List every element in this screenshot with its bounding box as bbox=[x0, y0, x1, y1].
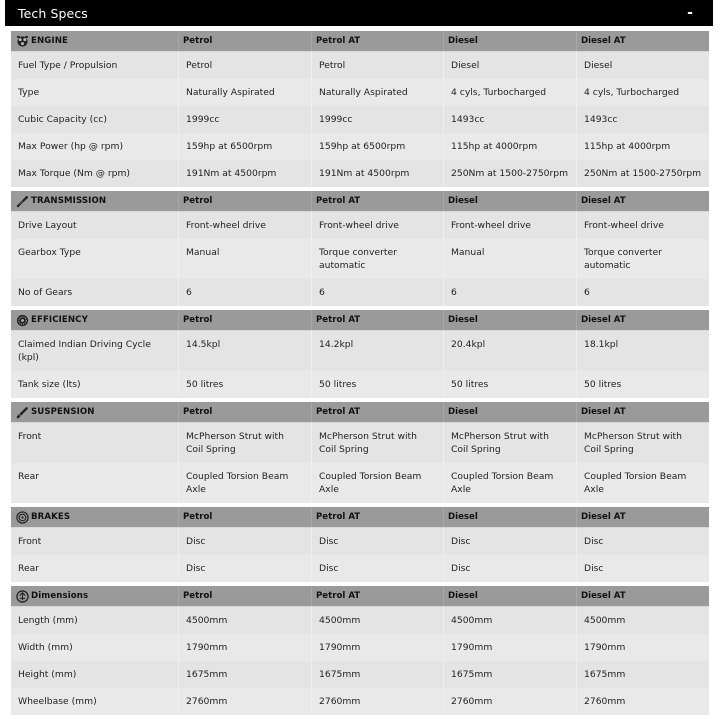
section-header bbox=[11, 586, 709, 607]
section-title-cell bbox=[11, 586, 178, 606]
spec-value: 4500mm bbox=[178, 607, 311, 634]
spec-value: 1493cc bbox=[576, 106, 709, 133]
spec-value: 20.4kpl bbox=[443, 331, 576, 371]
spec-row bbox=[11, 133, 709, 160]
spec-value: 2760mm bbox=[443, 688, 576, 715]
spec-row bbox=[11, 634, 709, 661]
spec-section-efficiency bbox=[11, 310, 709, 398]
section-header bbox=[11, 191, 709, 212]
column-header: Petrol AT bbox=[311, 507, 443, 527]
spec-value: Disc bbox=[576, 528, 709, 555]
spec-label: Max Torque (Nm @ rpm) bbox=[18, 168, 131, 179]
section-rows bbox=[11, 423, 709, 503]
spec-value: Disc bbox=[576, 555, 709, 582]
column-header: Petrol bbox=[178, 402, 311, 422]
column-header: Diesel AT bbox=[576, 31, 709, 51]
column-header: Diesel AT bbox=[576, 507, 709, 527]
spec-value: Diesel bbox=[443, 52, 576, 79]
section-title-cell bbox=[11, 310, 178, 330]
spec-value: Disc bbox=[311, 528, 443, 555]
spec-value: Petrol bbox=[178, 52, 311, 79]
section-title: TRANSMISSION bbox=[31, 196, 107, 206]
section-title: ENGINE bbox=[31, 36, 68, 46]
spec-value: 191Nm at 4500rpm bbox=[311, 160, 443, 187]
spec-value: Torque converter automatic bbox=[576, 239, 709, 279]
section-header bbox=[11, 31, 709, 52]
section-title: EFFICIENCY bbox=[31, 315, 88, 325]
column-header: Petrol bbox=[178, 191, 311, 211]
section-title: SUSPENSION bbox=[31, 407, 95, 417]
spec-value: 159hp at 6500rpm bbox=[178, 133, 311, 160]
spec-value: Disc bbox=[443, 528, 576, 555]
spec-value: Diesel bbox=[576, 52, 709, 79]
spec-label: Cubic Capacity (cc) bbox=[18, 114, 107, 125]
spec-value: McPherson Strut with Coil Spring bbox=[443, 423, 576, 463]
section-rows bbox=[11, 528, 709, 582]
section-rows bbox=[11, 607, 709, 715]
spec-row bbox=[11, 106, 709, 133]
spec-value: 6 bbox=[443, 279, 576, 306]
spec-value: 159hp at 6500rpm bbox=[311, 133, 443, 160]
column-header: Petrol AT bbox=[311, 191, 443, 211]
spec-value: Petrol bbox=[311, 52, 443, 79]
spec-value: McPherson Strut with Coil Spring bbox=[311, 423, 443, 463]
spec-row bbox=[11, 371, 709, 398]
spec-value: 1999cc bbox=[311, 106, 443, 133]
dimensions-icon bbox=[15, 589, 29, 603]
spec-row bbox=[11, 423, 709, 463]
spec-value: Coupled Torsion Beam Axle bbox=[576, 463, 709, 503]
spec-value: Naturally Aspirated bbox=[311, 79, 443, 106]
spec-value: Coupled Torsion Beam Axle bbox=[443, 463, 576, 503]
spec-row bbox=[11, 52, 709, 79]
column-header: Petrol AT bbox=[311, 31, 443, 51]
spec-row bbox=[11, 528, 709, 555]
spec-row bbox=[11, 331, 709, 371]
brake-disc-icon bbox=[15, 510, 29, 524]
spec-value: 6 bbox=[311, 279, 443, 306]
spec-value: 1675mm bbox=[576, 661, 709, 688]
spec-label: Type bbox=[18, 87, 40, 98]
spec-value: 2760mm bbox=[178, 688, 311, 715]
spec-label: Width (mm) bbox=[18, 642, 73, 653]
spec-value: Front-wheel drive bbox=[576, 212, 709, 239]
spec-value: 18.1kpl bbox=[576, 331, 709, 371]
spec-label: Wheelbase (mm) bbox=[18, 696, 97, 707]
section-header bbox=[11, 507, 709, 528]
spec-value: 115hp at 4000rpm bbox=[576, 133, 709, 160]
spec-value: 191Nm at 4500rpm bbox=[178, 160, 311, 187]
spec-section-brakes bbox=[11, 507, 709, 582]
spec-value: Front-wheel drive bbox=[311, 212, 443, 239]
column-header: Diesel AT bbox=[576, 402, 709, 422]
spec-row bbox=[11, 463, 709, 503]
column-header: Diesel AT bbox=[576, 191, 709, 211]
column-header: Petrol bbox=[178, 310, 311, 330]
spec-value: Disc bbox=[178, 555, 311, 582]
spec-row bbox=[11, 212, 709, 239]
spec-label: Fuel Type / Propulsion bbox=[18, 60, 118, 71]
spec-value: 50 litres bbox=[178, 371, 311, 398]
column-header: Diesel bbox=[443, 507, 576, 527]
section-rows bbox=[11, 212, 709, 306]
column-header: Petrol AT bbox=[311, 586, 443, 606]
tech-specs-header[interactable] bbox=[5, 0, 713, 26]
column-header: Diesel AT bbox=[576, 586, 709, 606]
spec-value: Front-wheel drive bbox=[443, 212, 576, 239]
spec-value: 1999cc bbox=[178, 106, 311, 133]
spec-value: 1675mm bbox=[178, 661, 311, 688]
spec-value: Disc bbox=[443, 555, 576, 582]
spec-value: Front-wheel drive bbox=[178, 212, 311, 239]
spec-row bbox=[11, 555, 709, 582]
spec-value: 115hp at 4000rpm bbox=[443, 133, 576, 160]
column-header: Diesel AT bbox=[576, 310, 709, 330]
section-title: BRAKES bbox=[31, 512, 71, 522]
column-header: Diesel bbox=[443, 586, 576, 606]
spec-value: 14.2kpl bbox=[311, 331, 443, 371]
spec-value: 50 litres bbox=[311, 371, 443, 398]
spec-value: 2760mm bbox=[576, 688, 709, 715]
tech-specs-table bbox=[11, 31, 709, 719]
spec-value: 1675mm bbox=[311, 661, 443, 688]
spec-label: Rear bbox=[18, 471, 40, 482]
spec-value: 1493cc bbox=[443, 106, 576, 133]
section-title-cell bbox=[11, 31, 178, 51]
tech-specs-title: Tech Specs bbox=[18, 5, 88, 21]
shock-absorber-icon bbox=[15, 405, 29, 419]
spec-label: Max Power (hp @ rpm) bbox=[18, 141, 124, 152]
spec-label: Height (mm) bbox=[18, 669, 77, 680]
spec-row bbox=[11, 661, 709, 688]
spec-value: 2760mm bbox=[311, 688, 443, 715]
column-header: Diesel bbox=[443, 310, 576, 330]
spec-value: 1790mm bbox=[311, 634, 443, 661]
spec-section-suspension bbox=[11, 402, 709, 503]
spec-value: Torque converter automatic bbox=[311, 239, 443, 279]
spec-row bbox=[11, 279, 709, 306]
spec-label: Rear bbox=[18, 563, 40, 574]
spec-value: 250Nm at 1500-2750rpm bbox=[443, 160, 576, 187]
column-header: Petrol bbox=[178, 31, 311, 51]
spec-row bbox=[11, 160, 709, 187]
collapse-toggle-button[interactable]: - bbox=[687, 5, 693, 21]
column-header: Diesel bbox=[443, 191, 576, 211]
spec-value: Coupled Torsion Beam Axle bbox=[311, 463, 443, 503]
spec-label: Gearbox Type bbox=[18, 247, 81, 258]
spec-value: Coupled Torsion Beam Axle bbox=[178, 463, 311, 503]
section-header bbox=[11, 402, 709, 423]
fuel-gauge-icon bbox=[15, 313, 29, 327]
spec-label: Claimed Indian Driving Cycle (kpl) bbox=[18, 339, 151, 363]
section-rows bbox=[11, 331, 709, 398]
spec-value: Manual bbox=[178, 239, 311, 279]
column-header: Diesel bbox=[443, 402, 576, 422]
column-header: Petrol bbox=[178, 507, 311, 527]
spec-value: 250Nm at 1500-2750rpm bbox=[576, 160, 709, 187]
spec-label: Tank size (lts) bbox=[18, 379, 81, 390]
spec-label: No of Gears bbox=[18, 287, 73, 298]
spec-row bbox=[11, 607, 709, 634]
section-rows bbox=[11, 52, 709, 187]
section-header bbox=[11, 310, 709, 331]
spec-value: 1675mm bbox=[443, 661, 576, 688]
spec-value: 1790mm bbox=[576, 634, 709, 661]
spec-label: Drive Layout bbox=[18, 220, 77, 231]
spec-section-transmission bbox=[11, 191, 709, 306]
spec-section-engine bbox=[11, 31, 709, 187]
spec-label: Length (mm) bbox=[18, 615, 78, 626]
spec-value: 4 cyls, Turbocharged bbox=[576, 79, 709, 106]
spec-label: Front bbox=[18, 536, 42, 547]
spec-value: 4500mm bbox=[311, 607, 443, 634]
spec-value: Manual bbox=[443, 239, 576, 279]
column-header: Diesel bbox=[443, 31, 576, 51]
wrench-icon bbox=[15, 194, 29, 208]
column-header: Petrol AT bbox=[311, 310, 443, 330]
spec-value: 4 cyls, Turbocharged bbox=[443, 79, 576, 106]
spec-label: Front bbox=[18, 431, 42, 442]
spec-value: 4500mm bbox=[443, 607, 576, 634]
spec-value: 1790mm bbox=[178, 634, 311, 661]
spec-value: Naturally Aspirated bbox=[178, 79, 311, 106]
spec-value: 1790mm bbox=[443, 634, 576, 661]
column-header: Petrol AT bbox=[311, 402, 443, 422]
section-title: Dimensions bbox=[31, 591, 89, 601]
spec-value: 14.5kpl bbox=[178, 331, 311, 371]
section-title-cell bbox=[11, 191, 178, 211]
spec-value: Disc bbox=[178, 528, 311, 555]
spec-value: 50 litres bbox=[443, 371, 576, 398]
section-title-cell bbox=[11, 507, 178, 527]
spec-row bbox=[11, 239, 709, 279]
spec-value: McPherson Strut with Coil Spring bbox=[576, 423, 709, 463]
section-title-cell bbox=[11, 402, 178, 422]
spec-value: 50 litres bbox=[576, 371, 709, 398]
engine-icon bbox=[15, 34, 29, 48]
spec-value: Disc bbox=[311, 555, 443, 582]
spec-value: 4500mm bbox=[576, 607, 709, 634]
spec-row bbox=[11, 79, 709, 106]
spec-value: 6 bbox=[178, 279, 311, 306]
spec-value: 6 bbox=[576, 279, 709, 306]
spec-section-dimensions bbox=[11, 586, 709, 715]
spec-value: McPherson Strut with Coil Spring bbox=[178, 423, 311, 463]
column-header: Petrol bbox=[178, 586, 311, 606]
